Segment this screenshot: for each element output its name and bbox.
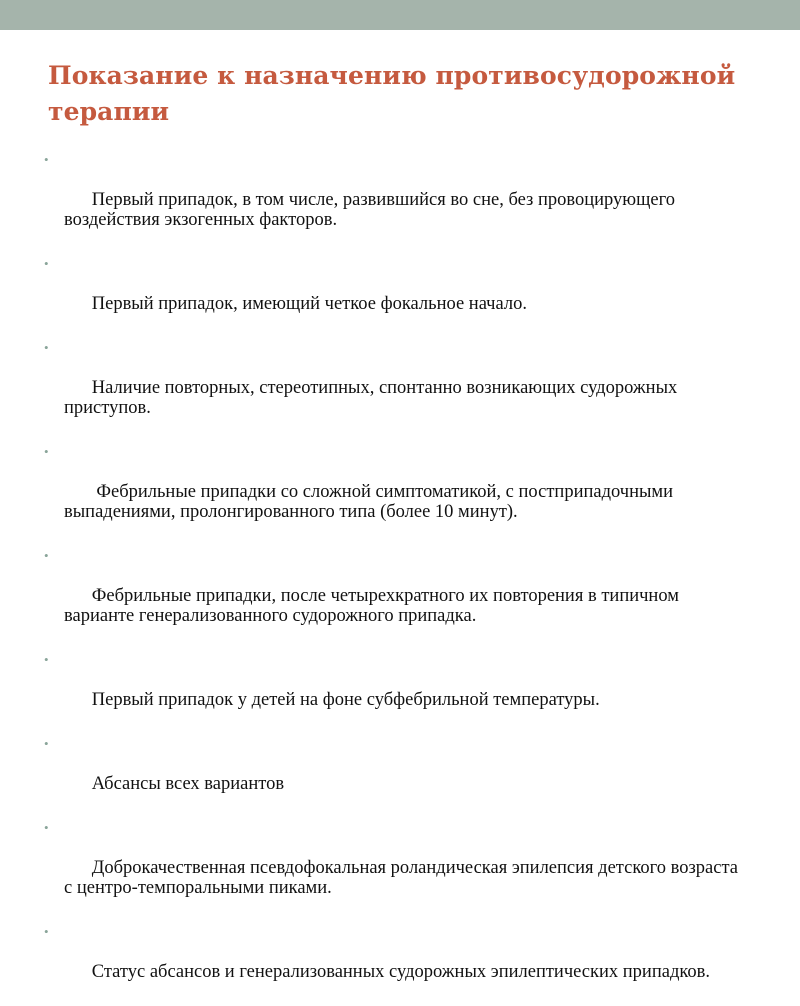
list-item-text: Первый припадок у детей на фоне субфебрильной температуры. (91, 690, 600, 710)
top-decorative-band (0, 0, 800, 30)
list-item (44, 650, 749, 730)
slide-title: Показание к назначению противосудорожной терапии (48, 61, 736, 126)
list-item-text: Доброкачественная псевдофокальная роландическая эпилепсия детского возраста с центро-темпоральными пиками. (64, 858, 743, 898)
bullet-dot-icon: • (44, 444, 49, 459)
bullet-dot-icon: • (44, 548, 49, 563)
bullet-dot-icon: • (44, 652, 49, 667)
list-item-text: Статус абсансов и генерализованных судорожных эпилептических припадков. (91, 962, 711, 982)
list-item (44, 734, 749, 814)
list-item-text: Фебрильные припадки со сложной симптоматикой, с постприпадочными выпадениями, пролонгированного типа (более 10 минут). (64, 482, 678, 522)
list-item (44, 338, 749, 438)
bullet-dot-icon: • (44, 152, 49, 167)
list-item (44, 818, 749, 918)
bullet-dot-icon: • (44, 820, 49, 835)
list-item (44, 254, 749, 334)
list-item (44, 922, 749, 1002)
list-item (44, 442, 749, 542)
list-item (44, 150, 749, 250)
bullet-dot-icon: • (44, 256, 49, 271)
bullet-list (44, 150, 749, 1006)
bullet-dot-icon: • (44, 736, 49, 751)
list-item (44, 546, 749, 646)
list-item-text: Фебрильные припадки, после четырехкратного их повторения в типичном варианте генерализованного судорожного припадка. (64, 586, 684, 626)
list-item-text: Первый припадок, в том числе, развившийся во сне, без провоцирующего воздействия экзогенных факторов. (64, 190, 680, 230)
list-item-text: Наличие повторных, стереотипных, спонтанно возникающих судорожных приступов. (64, 378, 682, 418)
bullet-dot-icon: • (44, 340, 49, 355)
slide (0, 30, 800, 982)
bullet-dot-icon: • (44, 924, 49, 939)
list-item-text: Первый припадок, имеющий четкое фокальное начало. (91, 294, 527, 314)
list-item-text: Абсансы всех вариантов (91, 774, 285, 794)
